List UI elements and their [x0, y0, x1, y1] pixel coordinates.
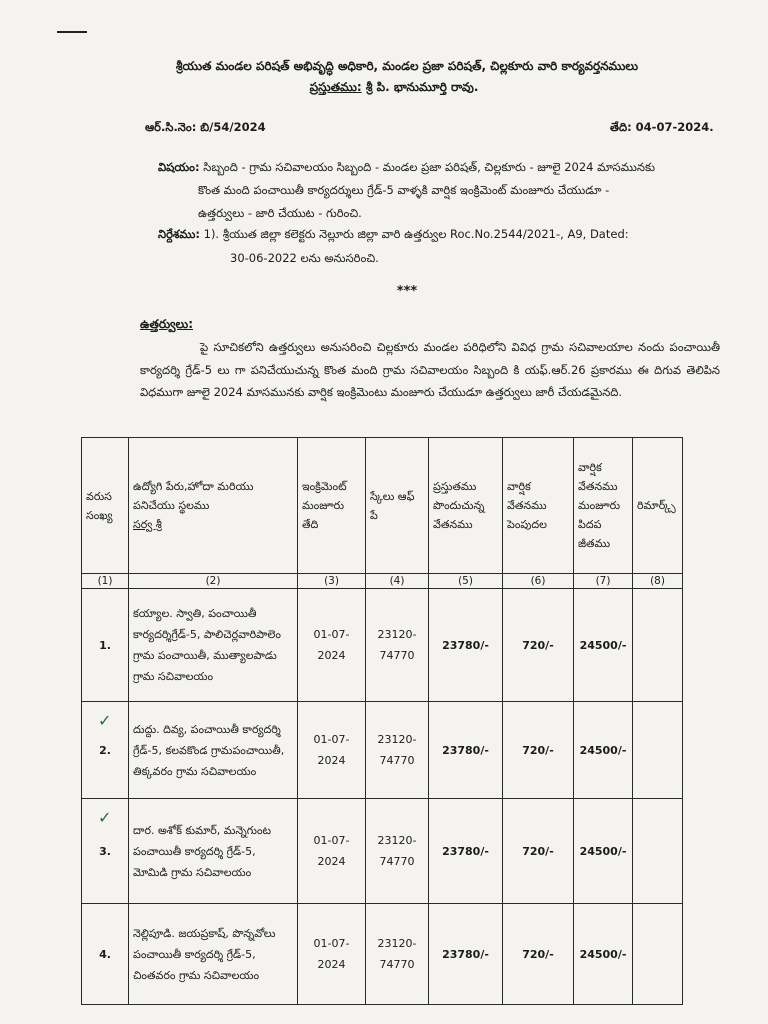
- increment-date: 01-07- 2024: [298, 702, 366, 799]
- current-pay: 23780/-: [429, 589, 503, 702]
- scale-of-pay: 23120- 74770: [366, 904, 429, 1005]
- subject-block: [158, 156, 678, 225]
- col-num: (5): [429, 574, 503, 589]
- table-header-row: [82, 438, 683, 574]
- header-employee-label: ఉద్యోగి పేరు,హోదా మరియు పనిచేయు స్థలము: [133, 480, 254, 512]
- remarks: [633, 589, 683, 702]
- orders-body: పై సూచికలోని ఉత్తర్వులు అనుసరించి చిల్లకూరు మండల పరిధిలోని వివిధ గ్రామ సచివాలయాల నందు పంచాయితీ కార్యదర్శి గ్రేడ్-5 లు గా పనిచేయుచున్న కొంత మంది గ్రామ సచివాలయం సిబ్బంది కి యఫ్.ఆర్.26 ప్రకారము ఈ దిగువ తెలిపిన విధముగా జూలై 2024 మాసమునకు వార్షిక ఇంక్రిమెంటు మంజూరు చేయుడూ ఉత్తర్వులు జారీ చేయడమైనది.: [140, 340, 720, 399]
- table-row: [82, 589, 683, 702]
- increment-date: 01-07- 2024: [298, 799, 366, 904]
- reference-block: [158, 222, 678, 270]
- current-officer: [0, 80, 768, 97]
- col-num: (8): [633, 574, 683, 589]
- table-row: [82, 702, 683, 799]
- employee-details: నెల్లిపూడి. జయప్రకాష్, పొన్నవోలు పంచాయితీ కార్యదర్శి గ్రేడ్-5, చింతవరం గ్రామ సచివాలయం: [129, 904, 298, 1005]
- table-row: [82, 799, 683, 904]
- col-num: (7): [574, 574, 633, 589]
- employee-details: కయ్యాల. స్వాతి, పంచాయితీ కార్యదర్శిగ్రేడ్-5, పాలిచెర్లవారిపాలెం గ్రామ పంచాయితీ, ముత్యాలపాడు గ్రామ సచివాలయం: [129, 589, 298, 702]
- document-date: తేది: 04-07-2024.: [610, 120, 714, 134]
- header-current-pay: ప్రస్తుతము పొందుచున్న వేతనము: [429, 438, 503, 574]
- current-pay: 23780/-: [429, 799, 503, 904]
- office-title: శ్రీయుత మండల పరిషత్ అభివృద్ధి అధికారి, మండల ప్రజా పరిషత్, చిల్లకూరు వారి కార్యవర్తనములు: [175, 59, 639, 73]
- new-pay: 24500/-: [574, 702, 633, 799]
- section-separator: ***: [396, 284, 418, 299]
- reference-label: నిర్దేశము:: [158, 227, 200, 241]
- current-officer-label: ప్రస్తుతము:: [309, 80, 362, 94]
- header-scale-of-pay: స్కేలు ఆఫ్ పే: [366, 438, 429, 574]
- header-employee: [129, 438, 298, 574]
- serial-no: 2.: [99, 743, 111, 757]
- header-annual-increment: వార్షిక వేతనము పెంపుదల: [503, 438, 574, 574]
- check-mark-icon: ✓: [98, 711, 112, 730]
- serial-no-cell: [82, 702, 129, 799]
- reference-number: ఆర్.సి.నెం: బి/54/2024: [145, 120, 266, 134]
- new-pay: 24500/-: [574, 799, 633, 904]
- new-pay: 24500/-: [574, 589, 633, 702]
- header-serial-no: వరుస సంఖ్య: [82, 438, 129, 574]
- header-remarks: రిమార్క్స్: [633, 438, 683, 574]
- annual-increment: 720/-: [503, 904, 574, 1005]
- annual-increment: 720/-: [503, 702, 574, 799]
- reference-line-2: 30-06-2022 లను అనుసరించి.: [230, 251, 379, 265]
- header-increment-date: ఇంక్రిమెంట్ మంజూరు తేది: [298, 438, 366, 574]
- col-num: (1): [82, 574, 129, 589]
- employee-details: దార. అశోక్ కుమార్, మన్నెగుంట పంచాయితీ కార్యదర్శి గ్రేడ్-5, మోమిడి గ్రామ సచివాలయం: [129, 799, 298, 904]
- serial-no: 1.: [82, 589, 129, 702]
- scale-of-pay: 23120- 74770: [366, 702, 429, 799]
- increment-date: 01-07- 2024: [298, 904, 366, 1005]
- increment-date: 01-07- 2024: [298, 589, 366, 702]
- remarks: [633, 904, 683, 1005]
- new-pay: 24500/-: [574, 904, 633, 1005]
- check-mark-icon: ✓: [98, 808, 112, 827]
- subject-line-2: కొంత మంది పంచాయితీ కార్యదర్శులు గ్రేడ్-5 వాళ్ళకి వార్షిక ఇంక్రిమెంట్ మంజూరు చేయుడూ -: [198, 183, 610, 197]
- orders-heading: ఉత్తర్వులు:: [140, 317, 194, 331]
- scale-of-pay: 23120- 74770: [366, 799, 429, 904]
- table-row: [82, 904, 683, 1005]
- annual-increment: 720/-: [503, 589, 574, 702]
- col-num: (2): [129, 574, 298, 589]
- header-new-pay: వార్షిక వేతనము మంజూరు పిదప జీతము: [574, 438, 633, 574]
- serial-no-cell: [82, 799, 129, 904]
- subject-label: విషయం:: [158, 160, 200, 174]
- subject-line-3: ఉత్తర్వులు - జారి చేయుట - గురించి.: [198, 206, 362, 220]
- current-pay: 23780/-: [429, 702, 503, 799]
- column-number-row: [82, 574, 683, 589]
- col-num: (4): [366, 574, 429, 589]
- remarks: [633, 799, 683, 904]
- scale-of-pay: 23120- 74770: [366, 589, 429, 702]
- col-num: (6): [503, 574, 574, 589]
- corner-pen-mark: [57, 31, 87, 33]
- serial-no: 4.: [82, 904, 129, 1005]
- serial-no: 3.: [99, 844, 111, 858]
- subject-line-1: సిబ్బంది - గ్రామ సచివాలయం సిబ్బంది - మండల ప్రజా పరిషత్, చిల్లకూరు - జూలై 2024 మాసమునకు: [203, 160, 655, 174]
- col-num: (3): [298, 574, 366, 589]
- current-officer-name: శ్రీ పి. భానుమూర్తి రావు.: [365, 80, 479, 94]
- remarks: [633, 702, 683, 799]
- header-sarva-sri: సర్వ శ్రీ: [133, 518, 162, 531]
- reference-line-1: 1). శ్రీయుత జిల్లా కలెక్టరు నెల్లూరు జిల్లా వారి ఉత్తర్వుల Roc.No.2544/2021-, A9, Dated:: [203, 227, 629, 241]
- increment-table: [81, 437, 683, 1005]
- employee-details: దుద్దు. దివ్య, పంచాయితీ కార్యదర్శి గ్రేడ్-5, కలవకొండ గ్రామపంచాయితీ, తిక్కవరం గ్రామ సచివాలయం: [129, 702, 298, 799]
- annual-increment: 720/-: [503, 799, 574, 904]
- current-pay: 23780/-: [429, 904, 503, 1005]
